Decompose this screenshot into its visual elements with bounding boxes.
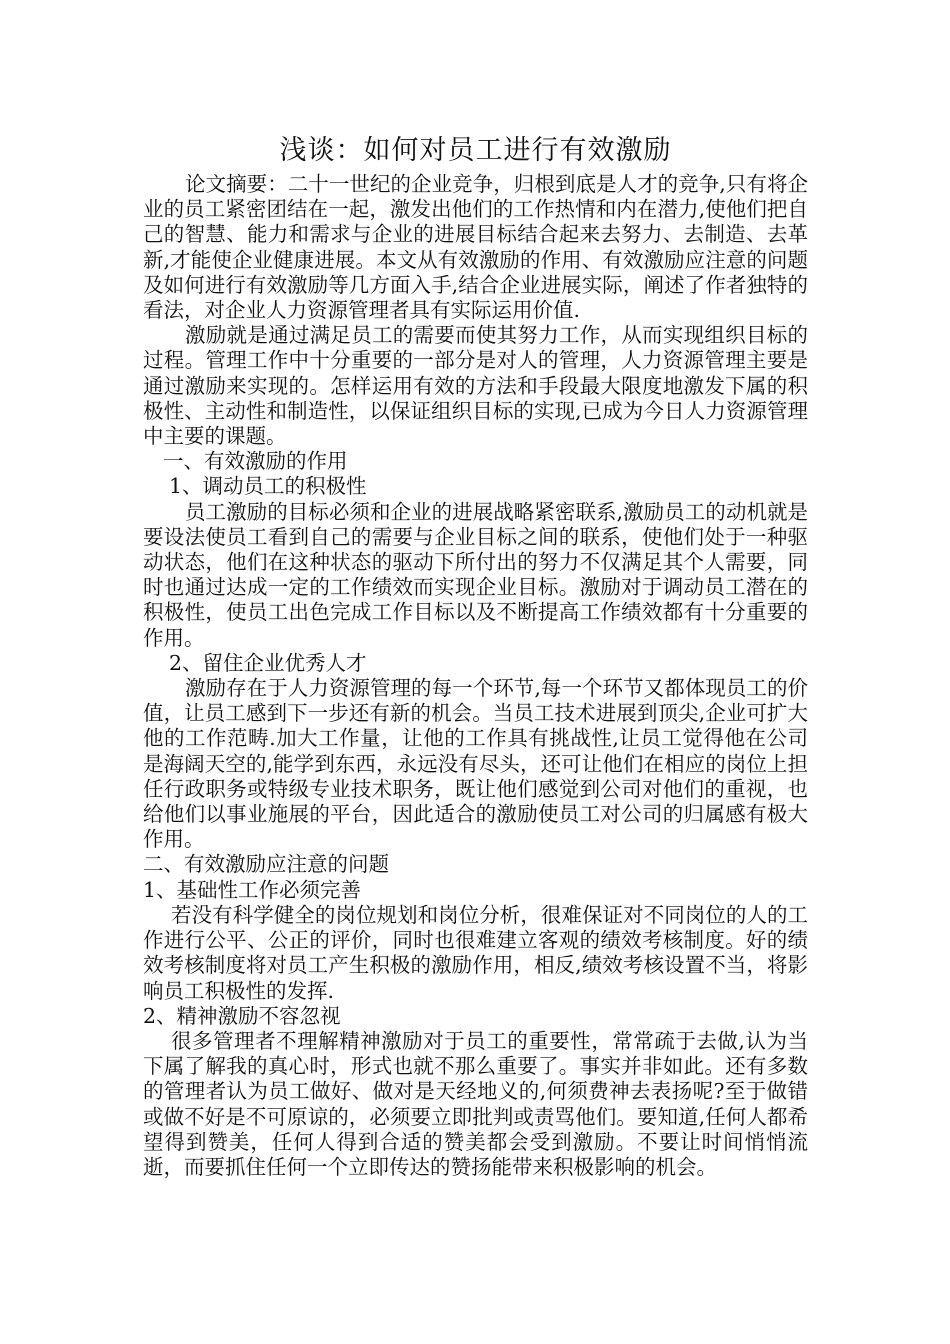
intro-paragraph: 激励就是通过满足员工的需要而使其努力工作，从而实现组织目标的过程。管理工作中十分重要的一部分是对人的管理，人力资源管理主要是通过激励来实现的。怎样运用有效的方法和手段最大限度地激发下属的积极性、主动性和制造性，以保证组织目标的实现,已成为今日人力资源管理中主要的课题。 [143, 323, 808, 449]
paragraph-1-1: 员工激励的目标必须和企业的进展战略紧密联系,激励员工的动机就是要设法使员工看到自己的需要与企业目标之间的联系，使他们处于一种驱动状态，他们在这种状态的驱动下所付出的努力不仅满足其个人需要，同时也通过达成一定的工作绩效而实现企业目标。激励对于调动员工潜在的积极性，使员工出色完成工作目标以及不断提高工作绩效都有十分重要的作用。 [143, 499, 808, 650]
subheading-2-1: 1、基础性工作必须完善 [143, 877, 362, 902]
section-heading-1: 一、有效激励的作用 [163, 449, 348, 474]
abstract-paragraph: 论文摘要：二十一世纪的企业竞争，归根到底是人才的竞争,只有将企业的员工紧密团结在一起，激发出他们的工作热情和内在潜力,使他们把自己的智慧、能力和需求与企业的进展目标结合起来去努力、去制造、去革新,才能使企业健康进展。本文从有效激励的作用、有效激励应注意的问题及如何进行有效激励等几方面入手,结合企业进展实际，阐述了作者独特的看法，对企业人力资源管理者具有实际运用价值. [143, 172, 808, 323]
paragraph-1-2: 激励存在于人力资源管理的每一个环节,每一个环节又都体现员工的价值，让员工感到下一步还有新的机会。当员工技术进展到顶尖,企业可扩大他的工作范畴.加大工作量，让他的工作具有挑战性,让员工觉得他在公司是海阔天空的,能学到东西，永远没有尽头，还可让他们在相应的岗位上担任行政职务或特级专业技术职务，既让他们感觉到公司对他们的重视，也给他们以事业施展的平台，因此适合的激励使员工对公司的归属感有极大作用。 [143, 676, 808, 852]
document-body [143, 134, 808, 1180]
section-heading-2: 二、有效激励应注意的问题 [143, 852, 389, 877]
document-title: 浅谈：如何对员工进行有效激励 [279, 135, 672, 166]
paragraph-2-1: 若没有科学健全的岗位规划和岗位分析，很难保证对不同岗位的人的工作进行公平、公正的评价，同时也很难建立客观的绩效考核制度。好的绩效考核制度将对员工产生积极的激励作用，相反,绩效考核设置不当，将影响员工积极性的发挥. [143, 902, 808, 1003]
paragraph-2-2: 很多管理者不理解精神激励对于员工的重要性，常常疏于去做,认为当下属了解我的真心时，形式也就不那么重要了。事实并非如此。还有多数的管理者认为员工做好、做对是天经地义的,何须费神去表扬呢?至于做错或做不好是不可原谅的，必须要立即批判或责骂他们。要知道,任何人都希望得到赞美，任何人得到合适的赞美都会受到激励。不要让时间悄悄流逝，而要抓住任何一个立即传达的赞扬能带来积极影响的机会。 [143, 1028, 808, 1179]
subheading-1-2: 2、留住企业优秀人才 [169, 650, 367, 675]
subheading-2-2: 2、精神激励不容忽视 [143, 1003, 341, 1028]
subheading-1-1: 1、调动员工的积极性 [169, 474, 367, 499]
